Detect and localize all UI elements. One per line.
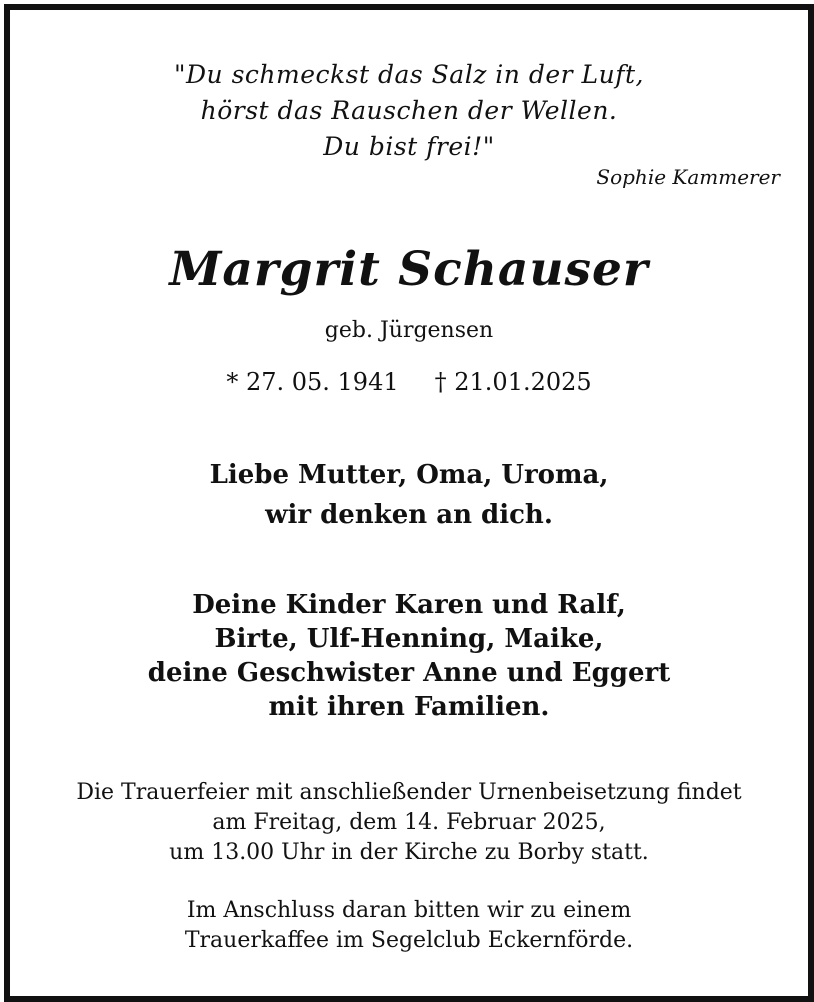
reception-line-2: Trauerkaffee im Segelclub Eckernförde.: [184, 928, 634, 953]
service-line-1: Die Trauerfeier mit anschließender Urnenbeisetzung findet: [76, 780, 742, 805]
mourners-line-3: deine Geschwister Anne und Eggert: [147, 658, 671, 688]
dedication-line-1: Liebe Mutter, Oma, Uroma,: [209, 460, 609, 490]
service-line-2: am Freitag, dem 14. Februar 2025,: [212, 810, 606, 835]
birth-date: * 27. 05. 1941: [226, 368, 399, 396]
notice-frame: [4, 4, 814, 1002]
service-line-3: um 13.00 Uhr in der Kirche zu Borby statt.: [169, 840, 649, 865]
reception-line-1: Im Anschluss daran bitten wir zu einem: [186, 898, 632, 923]
quote-line-1: "Du schmeckst das Salz in der Luft,: [173, 60, 644, 89]
life-dates: [10, 368, 808, 396]
mourners-line-4: mit ihren Familien.: [268, 692, 550, 722]
death-date: † 21.01.2025: [434, 368, 592, 396]
mourners-line-1: Deine Kinder Karen und Ralf,: [192, 590, 626, 620]
quote-line-2: hörst das Rauschen der Wellen.: [200, 96, 618, 125]
notice-content: [10, 10, 808, 996]
deceased-name: Margrit Schauser: [169, 242, 649, 297]
mourners-line-2: Birte, Ulf-Henning, Maike,: [214, 624, 604, 654]
quote-author: Sophie Kammerer: [596, 165, 780, 189]
maiden-name: geb. Jürgensen: [324, 318, 494, 343]
quote-line-3: Du bist frei!": [323, 132, 495, 161]
dedication-line-2: wir denken an dich.: [265, 500, 553, 530]
